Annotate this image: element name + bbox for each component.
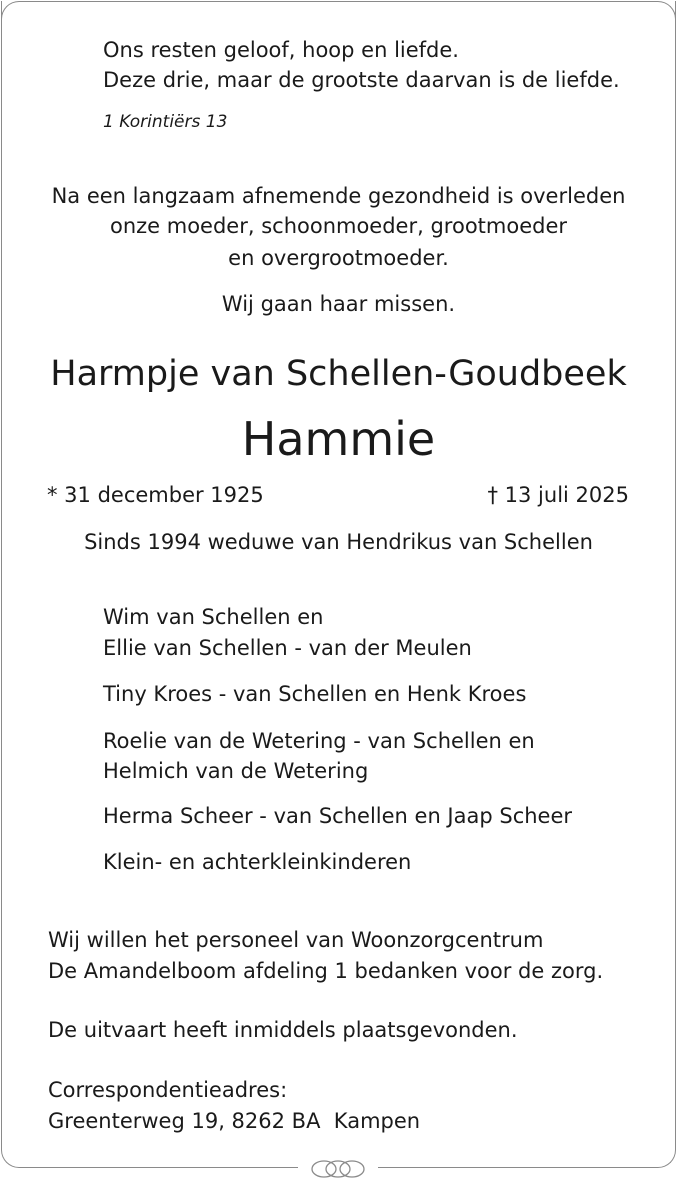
widow-note: Sinds 1994 weduwe van Hendrikus van Schellen [84, 530, 593, 554]
family-3-line-1: Roelie van de Wetering - van Schellen en [103, 729, 535, 753]
address-label: Correspondentieadres: [48, 1078, 288, 1102]
announcement-line-4: Wij gaan haar missen. [221, 292, 456, 316]
announcement-line-3: en overgrootmoeder. [228, 246, 449, 270]
announcement-line-1: Na een langzaam afnemende gezondheid is overleden [51, 184, 626, 208]
announcement-line-2: onze moeder, schoonmoeder, grootmoeder [109, 214, 568, 238]
funeral-note: De uitvaart heeft inmiddels plaatsgevonden. [48, 1018, 518, 1042]
birth-date: * 31 december 1925 [47, 483, 264, 507]
quote-line-1: Ons resten geloof, hoop en liefde. [103, 38, 459, 62]
card-border-top [1, 1, 676, 22]
deceased-nickname: Hammie [241, 412, 436, 466]
address: Greenterweg 19, 8262 BA Kampen [48, 1109, 421, 1133]
thanks-line-1: Wij willen het personeel van Woonzorgcentrum [48, 928, 544, 952]
family-4: Herma Scheer - van Schellen en Jaap Scheer [103, 804, 573, 828]
family-3-line-2: Helmich van de Wetering [103, 759, 369, 783]
thanks-line-2: De Amandelboom afdeling 1 bedanken voor de zorg. [48, 959, 604, 983]
family-5: Klein- en achterkleinkinderen [103, 850, 412, 874]
family-1-line-2: Ellie van Schellen - van der Meulen [103, 636, 472, 660]
death-date: † 13 juli 2025 [487, 483, 629, 507]
deceased-full-name: Harmpje van Schellen-Goudbeek [50, 354, 627, 394]
family-1-line-1: Wim van Schellen en [103, 605, 324, 629]
quote-reference: 1 Korintiërs 13 [103, 112, 228, 132]
family-2: Tiny Kroes - van Schellen en Henk Kroes [103, 682, 527, 706]
quote-line-2: Deze drie, maar de grootste daarvan is de liefde. [103, 68, 620, 92]
card-border [1, 1, 676, 1168]
rings-ornament-icon [298, 1158, 378, 1180]
